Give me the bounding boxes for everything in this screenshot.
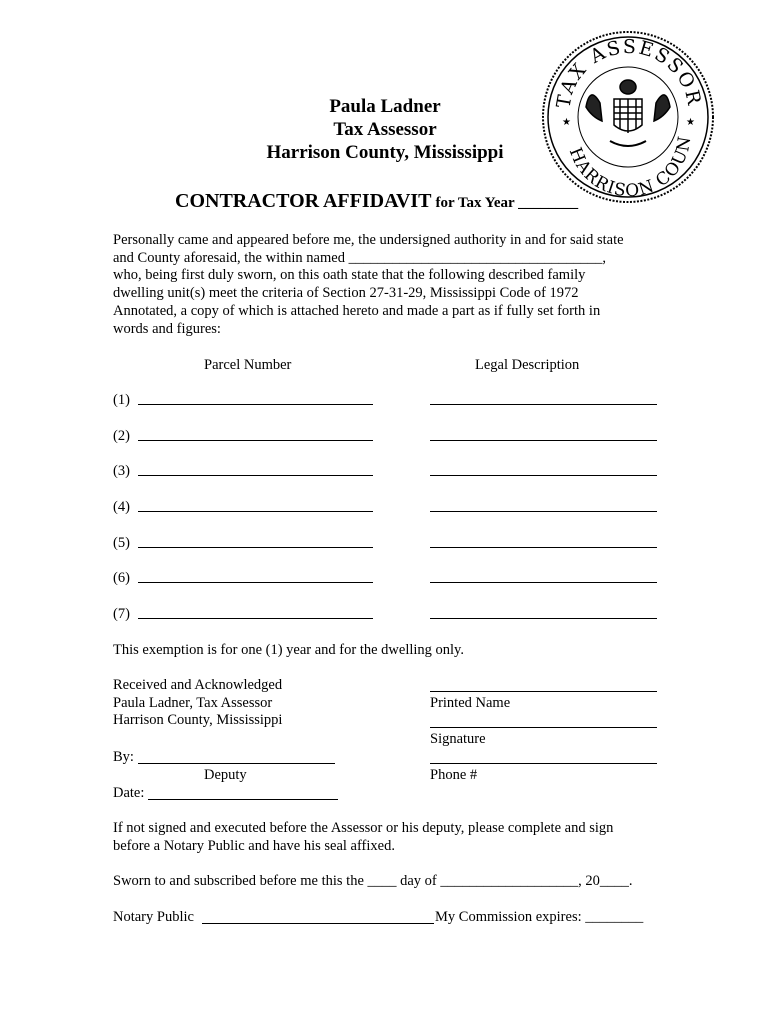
signature-label: Signature bbox=[430, 731, 486, 747]
seal-bottom-text: HARRISON COUN bbox=[564, 134, 696, 202]
parcel-number-field[interactable] bbox=[138, 582, 373, 583]
legal-description-field[interactable] bbox=[430, 582, 657, 583]
legal-description-field[interactable] bbox=[430, 475, 657, 476]
parcel-number-field[interactable] bbox=[138, 475, 373, 476]
sworn-statement: Sworn to and subscribed before me this the ____ day of ___________________, 20____. bbox=[113, 873, 633, 889]
row-number: (6) bbox=[113, 570, 130, 586]
eagle-emblem-icon bbox=[586, 80, 670, 146]
deputy-signature-field[interactable] bbox=[138, 763, 335, 764]
intro-line: dwelling unit(s) meet the criteria of Section 27-31-29, Mississippi Code of 1972 bbox=[113, 285, 579, 302]
ack-line: Received and Acknowledged bbox=[113, 677, 283, 693]
legal-description-field[interactable] bbox=[430, 618, 657, 619]
row-number: (3) bbox=[113, 463, 130, 479]
legal-description-field[interactable] bbox=[430, 547, 657, 548]
intro-line: Annotated, a copy of which is attached hereto and made a part as if fully set forth in bbox=[113, 302, 601, 319]
assessor-name: Paula Ladner bbox=[329, 96, 441, 117]
parcel-number-field[interactable] bbox=[138, 440, 373, 441]
date-label: Date: bbox=[113, 785, 145, 801]
notary-public-signature-field[interactable] bbox=[202, 923, 434, 924]
phone-label: Phone # bbox=[430, 767, 478, 783]
phone-field[interactable] bbox=[430, 763, 657, 764]
ack-line: Paula Ladner, Tax Assessor bbox=[113, 694, 273, 711]
row-number: (5) bbox=[113, 535, 130, 551]
intro-line: words and figures: bbox=[113, 320, 221, 337]
intro-line: who, being first duly sworn, on this oath state that the following described family bbox=[113, 267, 586, 284]
notary-instructions bbox=[113, 820, 613, 855]
printed-name-label: Printed Name bbox=[430, 695, 511, 711]
intro-line: Personally came and appeared before me, the undersigned authority in and for said state bbox=[113, 232, 624, 248]
intro-paragraph bbox=[113, 232, 673, 338]
row-number: (7) bbox=[113, 606, 130, 622]
row-number: (4) bbox=[113, 499, 130, 515]
parcel-number-field[interactable] bbox=[138, 618, 373, 619]
by-label: By: bbox=[113, 749, 134, 765]
legal-description-header: Legal Description bbox=[475, 357, 580, 373]
assessor-header bbox=[200, 95, 570, 164]
form-title-suffix: for Tax Year ________ bbox=[435, 195, 579, 211]
printed-name-field[interactable] bbox=[430, 691, 657, 692]
parcel-number-field[interactable] bbox=[138, 404, 373, 405]
signature-field[interactable] bbox=[430, 727, 657, 728]
assessor-county: Harrison County, Mississippi bbox=[266, 142, 504, 163]
assessor-office: Tax Assessor bbox=[333, 119, 437, 140]
notary-instructions-line: If not signed and executed before the Assessor or his deputy, please complete and sign bbox=[113, 820, 614, 836]
legal-description-field[interactable] bbox=[430, 404, 657, 405]
notary-instructions-line: before a Notary Public and have his seal affixed. bbox=[113, 837, 395, 854]
form-title bbox=[175, 190, 578, 213]
acknowledgement-block bbox=[113, 677, 282, 730]
seal-top-text: TAX ASSESSOR bbox=[552, 35, 706, 110]
svg-text:★: ★ bbox=[562, 117, 571, 128]
svg-text:★: ★ bbox=[686, 117, 695, 128]
parcel-number-field[interactable] bbox=[138, 511, 373, 512]
exemption-note: This exemption is for one (1) year and for the dwelling only. bbox=[113, 642, 464, 658]
date-field[interactable] bbox=[148, 799, 338, 800]
row-number: (1) bbox=[113, 392, 130, 408]
legal-description-field[interactable] bbox=[430, 511, 657, 512]
parcel-number-field[interactable] bbox=[138, 547, 373, 548]
row-number: (2) bbox=[113, 428, 130, 444]
notary-public-label: Notary Public bbox=[113, 909, 194, 925]
legal-description-field[interactable] bbox=[430, 440, 657, 441]
parcel-number-header: Parcel Number bbox=[204, 357, 292, 373]
deputy-label: Deputy bbox=[204, 767, 247, 783]
commission-expires: My Commission expires: ________ bbox=[435, 909, 644, 925]
ack-line: Harrison County, Mississippi bbox=[113, 712, 283, 729]
form-title-main: CONTRACTOR AFFIDAVIT bbox=[175, 190, 432, 212]
intro-line: and County aforesaid, the within named ___________________________________, bbox=[113, 249, 606, 266]
